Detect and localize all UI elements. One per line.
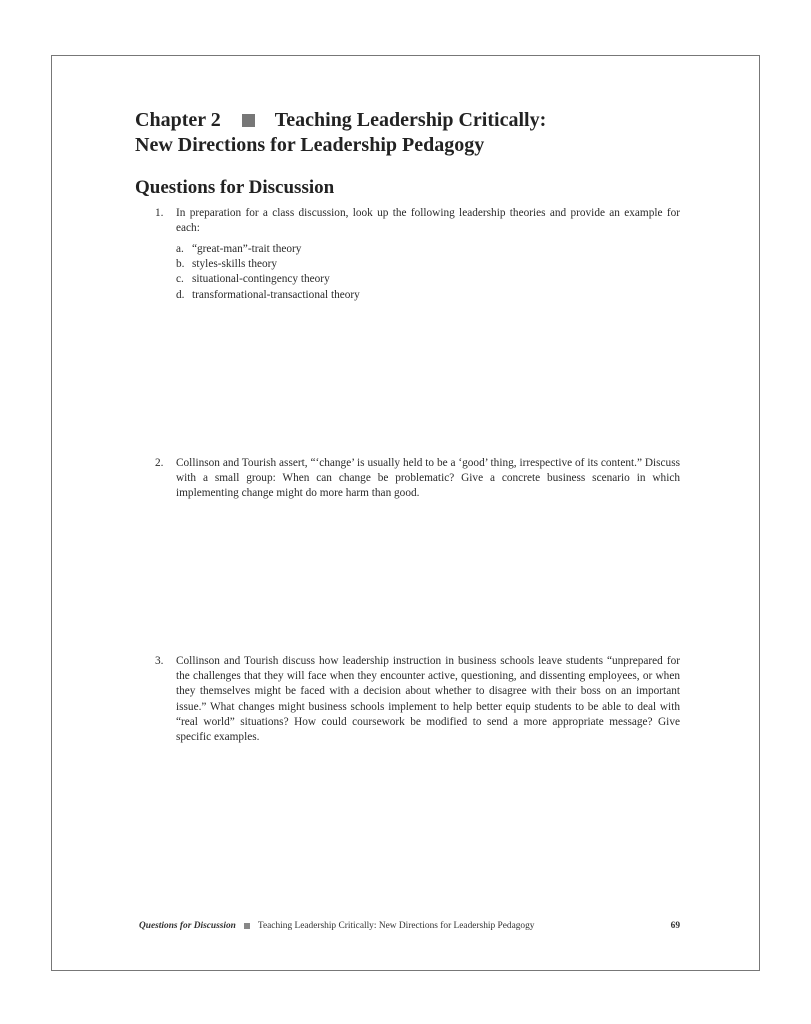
list-item-letter: a. bbox=[176, 243, 184, 255]
list-item-letter: c. bbox=[176, 273, 184, 286]
footer-title: Teaching Leadership Critically: New Directions for Leadership Pedagogy bbox=[257, 921, 535, 931]
chapter-title-line2: New Directions for Leadership Pedagogy bbox=[135, 134, 485, 156]
question-number: 1. bbox=[155, 207, 164, 219]
list-item bbox=[176, 288, 360, 303]
list-item bbox=[176, 242, 360, 257]
list-item-text: transformational-transactional theory bbox=[192, 288, 360, 301]
question-3 bbox=[155, 654, 680, 745]
chapter-number: Chapter 2 bbox=[135, 109, 221, 131]
section-heading: Questions for Discussion bbox=[135, 177, 335, 198]
list-item-text: situational-contingency theory bbox=[192, 273, 330, 286]
question-text: In preparation for a class discussion, look up the following leadership theories and provide an example for each: bbox=[176, 207, 680, 235]
question-text: Collinson and Tourish discuss how leadership instruction in business schools leave students “unprepared for the challenges that they will face when they encounter active, questioning, and dissenting employees, or when they themselves might be faced with a decision about whether to disagree with their boss on an important issue.” What changes might business schools implement to help better equip students to be able to deal with “real world” situations? How could coursework be modified to send a more appropriate message? Give specific examples. bbox=[176, 655, 680, 744]
square-bullet-icon bbox=[242, 114, 255, 127]
list-item-letter: b. bbox=[176, 258, 185, 271]
footer-section: Questions for Discussion bbox=[139, 921, 236, 931]
chapter-heading bbox=[135, 108, 695, 158]
page-number: 69 bbox=[670, 921, 680, 931]
question-2 bbox=[155, 456, 680, 502]
chapter-title-line1: Teaching Leadership Critically: bbox=[274, 109, 547, 131]
list-item-text: styles-skills theory bbox=[192, 258, 278, 271]
list-item-text: “great-man”-trait theory bbox=[192, 243, 302, 255]
question-number: 3. bbox=[155, 655, 164, 667]
theory-list bbox=[176, 242, 360, 303]
list-item bbox=[176, 257, 360, 272]
page-footer bbox=[139, 919, 680, 933]
list-item-letter: d. bbox=[176, 288, 185, 301]
list-item bbox=[176, 272, 360, 287]
square-bullet-icon bbox=[244, 923, 250, 929]
question-1 bbox=[155, 206, 680, 236]
question-number: 2. bbox=[155, 457, 164, 469]
question-text: Collinson and Tourish assert, “‘change’ is usually held to be a ‘good’ thing, irrespective of its content.” Discuss with a small group: When can change be problematic? Give a concrete business scenario in which implementing change might do more harm than good. bbox=[176, 457, 680, 500]
